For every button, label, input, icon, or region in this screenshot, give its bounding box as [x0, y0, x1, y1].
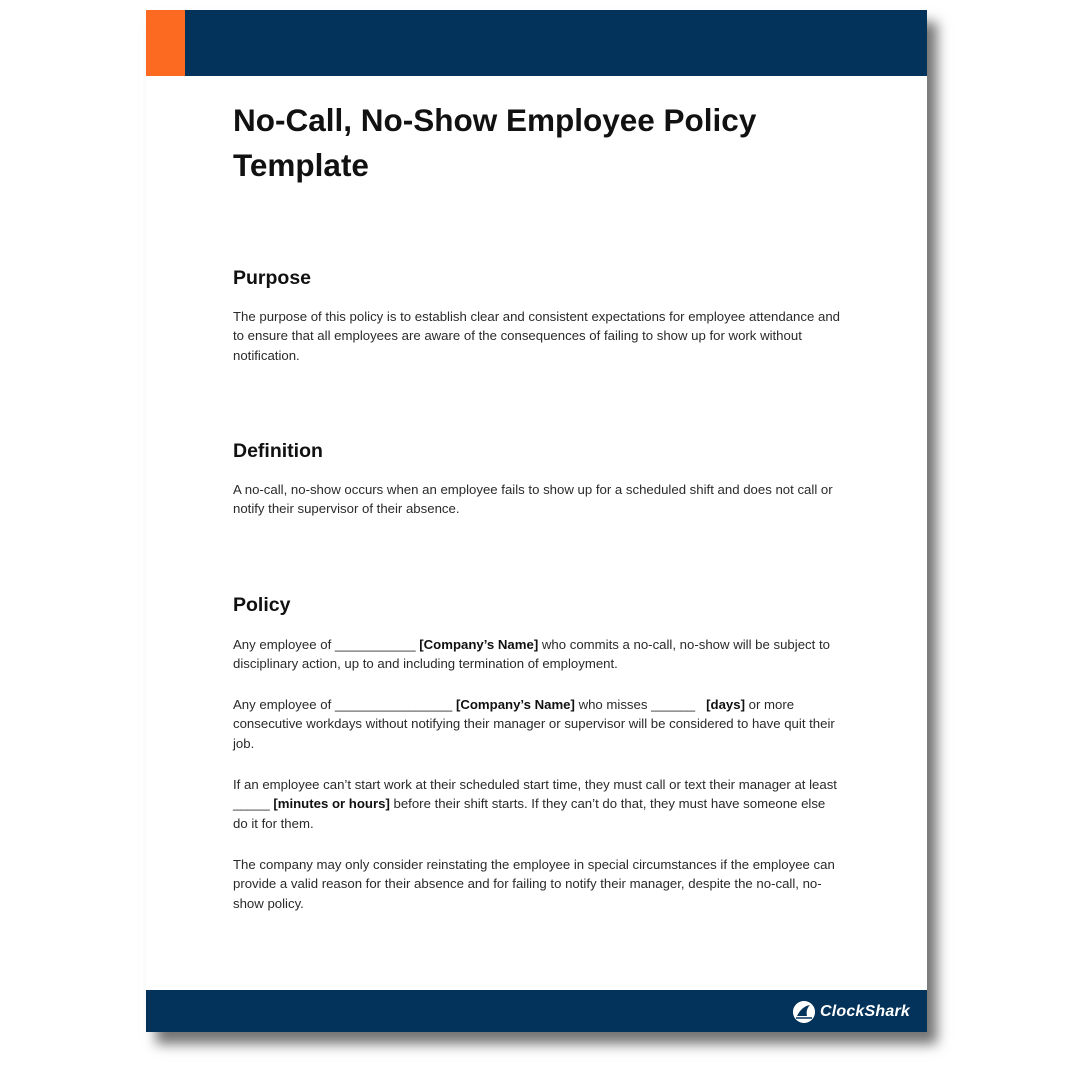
- policy-heading: Policy: [233, 594, 291, 616]
- definition-paragraph: A no-call, no-show occurs when an employee fails to show up for a scheduled shift and does not call or notify their supervisor of their absence.: [233, 482, 833, 517]
- placeholder-minutes-or-hours: [minutes or hours]: [273, 796, 390, 812]
- text-segment: Any employee of: [233, 697, 335, 712]
- policy-paragraph-4: The company may only consider reinstating the employee in special circumstances if the employee can provide a valid reason for their absence and for failing to notify their manager, despite the no-call, no-show policy.: [233, 857, 835, 911]
- definition-heading: Definition: [233, 440, 323, 462]
- brand-name: ClockShark: [819, 1003, 910, 1020]
- document-title: No-Call, No-Show Employee Policy Template: [233, 102, 757, 183]
- text-segment: Any employee of: [233, 637, 335, 652]
- document-content: [233, 98, 848, 911]
- text-segment: who commits a no-call, no-show will be subject to disciplinary action, up to and including termination of employment.: [233, 637, 830, 672]
- orange-accent-block: [146, 10, 185, 76]
- policy-paragraph-2: [233, 695, 843, 753]
- text-segment: before their shift starts. If they can’t do that, they must have someone else do it for them.: [233, 796, 826, 831]
- text-segment: or more consecutive workdays without notifying their manager or supervisor will be considered to have quit their job.: [233, 697, 835, 751]
- purpose-heading: Purpose: [233, 267, 312, 289]
- purpose-paragraph: The purpose of this policy is to establish clear and consistent expectations for employee attendance and to ensure that all employees are aware of the consequences of failing to show up for work without notification.: [233, 309, 840, 363]
- placeholder-company-name: [Company’s Name]: [419, 637, 539, 652]
- placeholder-company-name: [Company’s Name]: [455, 697, 575, 712]
- document-page: [146, 10, 927, 1032]
- fill-in-blank: ___________: [334, 637, 416, 652]
- policy-paragraph-1: [233, 635, 843, 674]
- header-band: [146, 10, 927, 76]
- fill-in-blank: _____: [233, 796, 270, 812]
- clockshark-logo: [793, 1001, 910, 1023]
- footer-band: [146, 990, 927, 1032]
- policy-paragraph-3: [233, 775, 843, 833]
- placeholder-days: [days]: [706, 697, 745, 712]
- fill-in-blank: ______: [651, 697, 696, 712]
- shark-fin-icon: [793, 1001, 815, 1023]
- text-segment: If an employee can’t start work at their scheduled start time, they must call or text their manager at least: [233, 777, 837, 792]
- text-segment: who misses: [574, 697, 652, 712]
- fill-in-blank: ________________: [334, 697, 453, 712]
